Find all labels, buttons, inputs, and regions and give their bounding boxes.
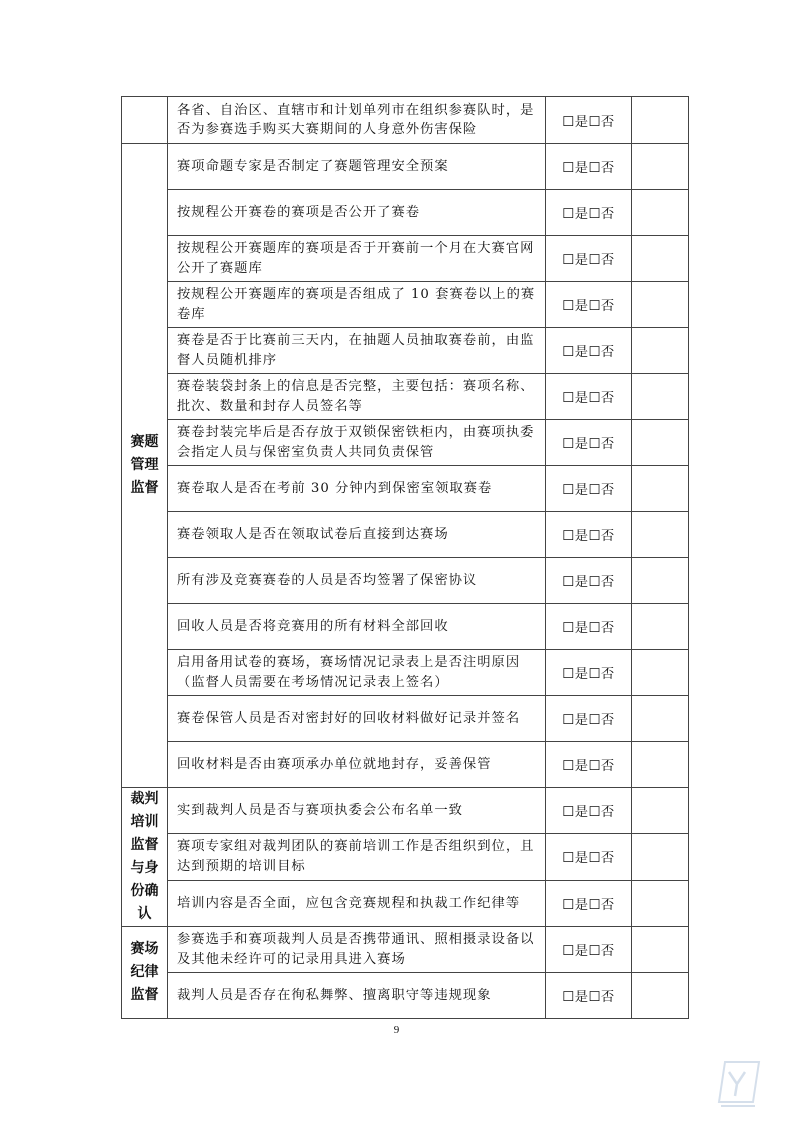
table-row [122, 190, 689, 236]
check-item: 按规程公开赛题库的赛项是否组成了 10 套赛卷以上的赛卷库 [168, 282, 546, 328]
check-item: 赛卷取人是否在考前 30 分钟内到保密室领取赛卷 [168, 466, 546, 512]
check-item: 赛卷封装完毕后是否存放于双锁保密铁柜内，由赛项执委会指定人员与保密室负责人共同负责保管 [168, 420, 546, 466]
check-item: 启用备用试卷的赛场，赛场情况记录表上是否注明原因（监督人员需要在考场情况记录表上签名） [168, 650, 546, 696]
remark-cell[interactable] [632, 236, 689, 282]
remark-cell[interactable] [632, 466, 689, 512]
table-row [122, 927, 689, 973]
yes-no-choice[interactable]: ☐是☐否 [546, 236, 632, 282]
table-row [122, 973, 689, 1019]
category-cell: 赛场纪律监督 [122, 927, 168, 1019]
yes-no-choice[interactable]: ☐是☐否 [546, 604, 632, 650]
yes-no-choice[interactable]: ☐是☐否 [546, 558, 632, 604]
yes-no-choice[interactable]: ☐是☐否 [546, 97, 632, 144]
check-item: 赛卷是否于比赛前三天内，在抽题人员抽取赛卷前，由监督人员随机排序 [168, 328, 546, 374]
category-cell [122, 97, 168, 144]
yes-no-choice[interactable]: ☐是☐否 [546, 696, 632, 742]
remark-cell[interactable] [632, 927, 689, 973]
table-row [122, 604, 689, 650]
yes-no-choice[interactable]: ☐是☐否 [546, 927, 632, 973]
yes-no-choice[interactable]: ☐是☐否 [546, 973, 632, 1019]
yes-no-choice[interactable]: ☐是☐否 [546, 144, 632, 190]
table-row [122, 328, 689, 374]
yes-no-choice[interactable]: ☐是☐否 [546, 834, 632, 880]
yes-no-choice[interactable]: ☐是☐否 [546, 190, 632, 236]
check-item: 培训内容是否全面，应包含竞赛规程和执裁工作纪律等 [168, 880, 546, 926]
yes-no-choice[interactable]: ☐是☐否 [546, 512, 632, 558]
check-item: 赛卷保管人员是否对密封好的回收材料做好记录并签名 [168, 696, 546, 742]
table-row [122, 420, 689, 466]
yes-no-choice[interactable]: ☐是☐否 [546, 466, 632, 512]
remark-cell[interactable] [632, 97, 689, 144]
check-item: 裁判人员是否存在徇私舞弊、擅离职守等违规现象 [168, 973, 546, 1019]
page-number: 9 [393, 1024, 400, 1036]
check-item: 回收材料是否由赛项承办单位就地封存，妥善保管 [168, 742, 546, 788]
remark-cell[interactable] [632, 742, 689, 788]
remark-cell[interactable] [632, 650, 689, 696]
check-item: 按规程公开赛卷的赛项是否公开了赛卷 [168, 190, 546, 236]
publisher-logo-icon [715, 1058, 763, 1110]
table-row [122, 374, 689, 420]
remark-cell[interactable] [632, 512, 689, 558]
check-item: 所有涉及竞赛赛卷的人员是否均签署了保密协议 [168, 558, 546, 604]
table-row [122, 880, 689, 926]
check-item: 按规程公开赛题库的赛项是否于开赛前一个月在大赛官网公开了赛题库 [168, 236, 546, 282]
yes-no-choice[interactable]: ☐是☐否 [546, 650, 632, 696]
table-row [122, 696, 689, 742]
yes-no-choice[interactable]: ☐是☐否 [546, 328, 632, 374]
remark-cell[interactable] [632, 696, 689, 742]
remark-cell[interactable] [632, 282, 689, 328]
yes-no-choice[interactable]: ☐是☐否 [546, 742, 632, 788]
table-row [122, 558, 689, 604]
remark-cell[interactable] [632, 190, 689, 236]
table-row [122, 834, 689, 880]
remark-cell[interactable] [632, 144, 689, 190]
check-item: 赛项命题专家是否制定了赛题管理安全预案 [168, 144, 546, 190]
remark-cell[interactable] [632, 374, 689, 420]
check-item: 回收人员是否将竞赛用的所有材料全部回收 [168, 604, 546, 650]
remark-cell[interactable] [632, 788, 689, 834]
check-item: 参赛选手和赛项裁判人员是否携带通讯、照相摄录设备以及其他未经许可的记录用具进入赛场 [168, 927, 546, 973]
remark-cell[interactable] [632, 834, 689, 880]
table-row [122, 650, 689, 696]
remark-cell[interactable] [632, 604, 689, 650]
table-row [122, 236, 689, 282]
remark-cell[interactable] [632, 420, 689, 466]
remark-cell[interactable] [632, 328, 689, 374]
inspection-checklist-table [121, 96, 689, 1019]
remark-cell[interactable] [632, 558, 689, 604]
check-item: 实到裁判人员是否与赛项执委会公布名单一致 [168, 788, 546, 834]
yes-no-choice[interactable]: ☐是☐否 [546, 788, 632, 834]
table-row [122, 97, 689, 144]
remark-cell[interactable] [632, 880, 689, 926]
category-cell: 赛题管理监督 [122, 144, 168, 788]
yes-no-choice[interactable]: ☐是☐否 [546, 374, 632, 420]
check-item: 赛卷装袋封条上的信息是否完整，主要包括：赛项名称、批次、数量和封存人员签名等 [168, 374, 546, 420]
table-row [122, 466, 689, 512]
table-row [122, 788, 689, 834]
table-row [122, 512, 689, 558]
category-cell: 裁判培训监督与身份确认 [122, 788, 168, 927]
check-item: 各省、自治区、直辖市和计划单列市在组织参赛队时，是否为参赛选手购买大赛期间的人身意外伤害保险 [168, 97, 546, 144]
yes-no-choice[interactable]: ☐是☐否 [546, 420, 632, 466]
yes-no-choice[interactable]: ☐是☐否 [546, 282, 632, 328]
remark-cell[interactable] [632, 973, 689, 1019]
table-row [122, 742, 689, 788]
check-item: 赛卷领取人是否在领取试卷后直接到达赛场 [168, 512, 546, 558]
table-row [122, 282, 689, 328]
table-row [122, 144, 689, 190]
yes-no-choice[interactable]: ☐是☐否 [546, 880, 632, 926]
check-item: 赛项专家组对裁判团队的赛前培训工作是否组织到位，且达到预期的培训目标 [168, 834, 546, 880]
